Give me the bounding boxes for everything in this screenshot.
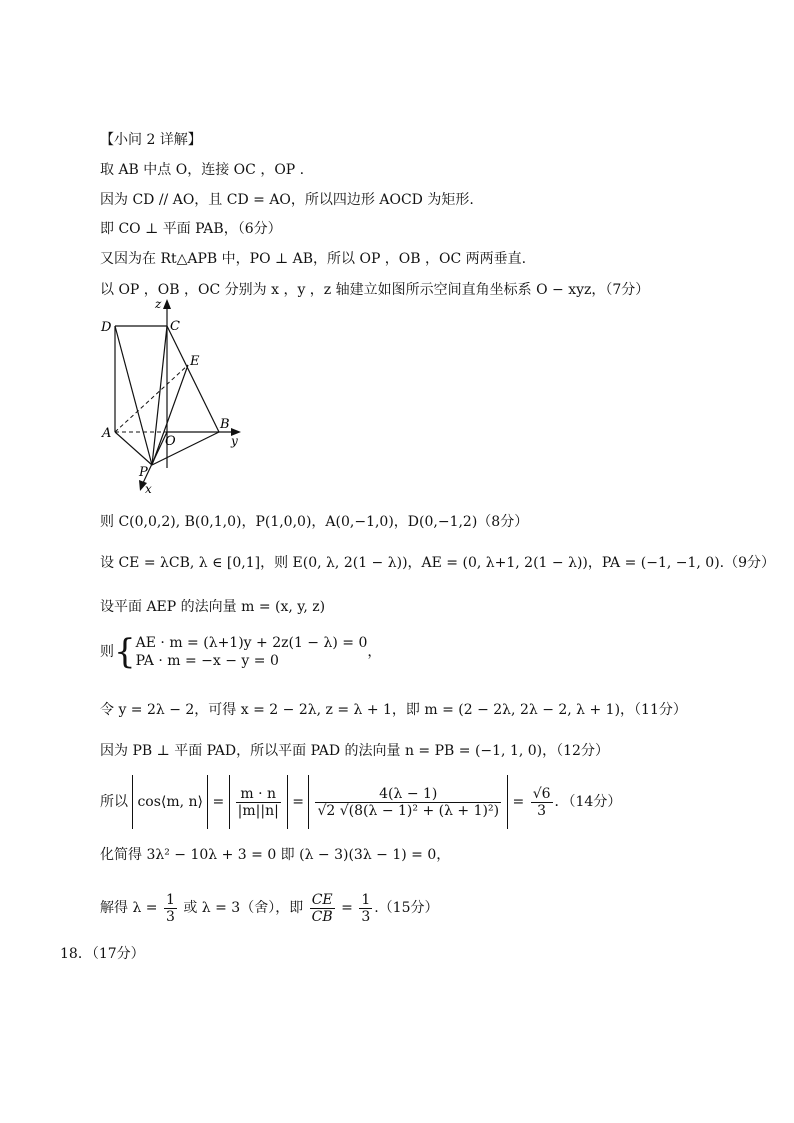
frac-result-den: 3 (537, 802, 547, 819)
text-line-7: 设 CE = λCB, λ ∈ [0,1]，则 E(0, λ, 2(1 − λ))，AE = (0, λ+1, 2(1 − λ))，PA = (−1, −1, 0).（9分） (100, 555, 776, 571)
edge-CB (167, 326, 219, 432)
text-line-1: 取 AB 中点 O，连接 OC ，OP . (100, 162, 305, 178)
system-eq-1: AE · m = (λ+1)y + 2z(1 − λ) = 0 (135, 635, 368, 651)
equation-system (100, 632, 381, 672)
frac-lambda-den: 3 (165, 908, 175, 925)
edge-AE-dashed (115, 365, 188, 432)
section-header: 【小问 2 详解】 (100, 132, 202, 148)
frac-main-den: √2 √(8(λ − 1)² + (λ + 1)²) (317, 802, 500, 819)
label-E: E (190, 354, 200, 369)
frac-lambda (164, 892, 177, 925)
frac-mn (236, 786, 281, 819)
text-line-5: 以 OP ，OB ，OC 分别为 x ，y ，z 轴建立如图所示空间直角坐标系 O − xyz，（7分） (100, 282, 650, 298)
text-line-11: 因为 PB ⊥ 平面 PAD，所以平面 PAD 的法向量 n = PB = (−1, 1, 0)，（12分） (100, 743, 609, 759)
frac-ce-cb (310, 892, 335, 925)
label-O: O (165, 434, 176, 449)
text-line-8: 设平面 AEP 的法向量 m = (x, y, z) (100, 599, 326, 615)
question-18: 18．（17分） (60, 946, 145, 962)
edge-PA (115, 432, 152, 465)
frac-cb: CB (311, 908, 333, 925)
frac-main (315, 786, 501, 819)
frac-abs-2 (308, 775, 508, 829)
frac-mn-den: |m||n| (237, 802, 279, 819)
text-line-10: 令 y = 2λ − 2，可得 x = 2 − 2λ, z = λ + 1，即 m = (2 − 2λ, 2λ − 2, λ + 1)，（11分） (100, 702, 687, 718)
solve-middle: 或 λ = 3（舍），即 (183, 900, 304, 916)
frac-ce: CE (310, 892, 335, 909)
label-A: A (102, 426, 112, 441)
label-x: x (145, 482, 152, 496)
geometry-figure (95, 295, 255, 500)
label-y: y (231, 434, 238, 448)
frac-lambda-num: 1 (165, 891, 175, 908)
frac-main-num: 4(λ − 1) (315, 786, 501, 803)
z-arrow (163, 299, 171, 309)
system-suffix: ， (367, 644, 382, 660)
cos-suffix: ．（14分） (554, 794, 622, 810)
label-D: D (101, 320, 112, 335)
frac-third-den: 3 (361, 908, 371, 925)
left-brace: { (114, 632, 136, 672)
label-C: C (170, 319, 180, 334)
system-prefix: 则 (100, 644, 114, 660)
cos-expr: cos⟨m, n⟩ (137, 794, 204, 810)
text-line-2: 因为 CD // AO，且 CD = AO，所以四边形 AOCD 为矩形. (100, 192, 474, 208)
solution-line: 解得 λ = $\frac{1}{3}$ 或 λ = 3（舍），即 $\frac{CE}{CB}$ = $\frac{1}{3}$ .（15分） (100, 891, 439, 925)
cos-prefix: 所以 (100, 794, 128, 810)
system-eq-2: PA · m = −x − y = 0 (135, 653, 279, 669)
frac-result (531, 786, 553, 819)
text-line-6: 则 C(0,0,2), B(0,1,0)，P(1,0,0)，A(0,−1,0)，D(0,−1,2)（8分） (100, 514, 529, 530)
frac-third-num: 1 (361, 891, 371, 908)
cosine-equation: 所以 cos⟨m, n⟩ = $\frac{m \cdot n}{|m||n|}$ = $\frac{4(\lambda - 1)}{\text{√2 √(8(λ − 1)² + (λ + 1)²)}}$ = $\frac{√6}{3}$ ．（14分） (100, 775, 621, 829)
edge-PD (115, 326, 152, 465)
frac-result-num: √6 (532, 785, 551, 802)
text-line-3: 即 CO ⊥ 平面 PAB，（6分） (100, 221, 282, 237)
text-line-4: 又因为在 Rt△APB 中，PO ⊥ AB，所以 OP ，OB ，OC 两两垂直. (100, 251, 527, 267)
frac-third (359, 892, 372, 925)
label-z: z (155, 297, 162, 311)
label-P: P (139, 465, 148, 480)
solve-prefix: 解得 λ = (100, 900, 158, 916)
system-lines (136, 634, 368, 670)
frac-mn-num: m · n (236, 786, 281, 803)
frac-abs-1 (229, 775, 288, 829)
cos-abs (132, 775, 208, 829)
label-B: B (220, 417, 230, 432)
text-line-13: 化简得 3λ² − 10λ + 3 = 0 即 (λ − 3)(3λ − 1) = 0， (100, 847, 451, 863)
solve-suffix: .（15分） (374, 900, 439, 916)
